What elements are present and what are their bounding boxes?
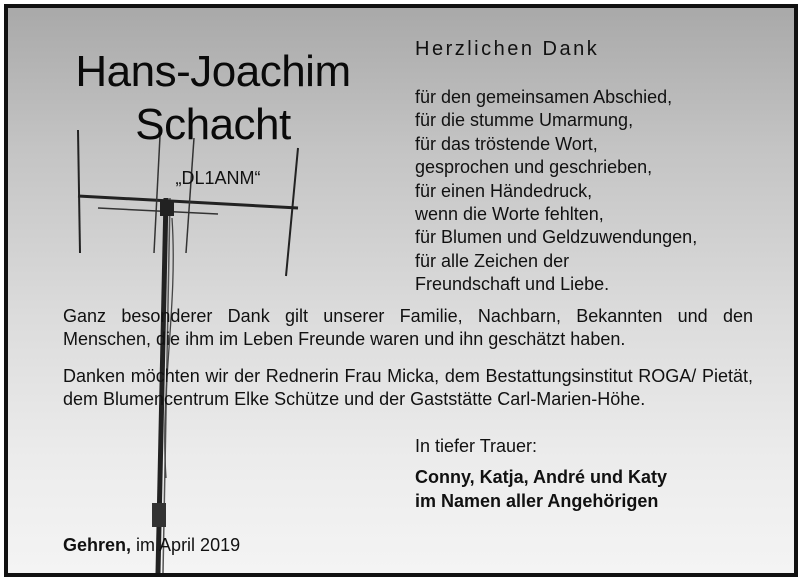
antenna-boom-lower — [98, 208, 218, 214]
thanks-line: gesprochen und geschrieben, — [415, 157, 653, 178]
antenna-element-4 — [286, 148, 298, 276]
antenna-clamp — [160, 200, 174, 216]
thanks-title: Herzlichen Dank — [415, 38, 600, 60]
signatories-relatives: im Namen aller Angehörigen — [415, 491, 659, 511]
place-date — [63, 535, 240, 556]
thanks-line: wenn die Worte fehlten, — [415, 203, 604, 224]
place: Gehren, — [63, 535, 132, 555]
deceased-name-last: Schacht — [135, 100, 291, 149]
antenna-boom — [78, 196, 298, 208]
thanks-line: für einen Händedruck, — [415, 180, 593, 201]
antenna-element-2 — [154, 136, 160, 253]
signatories — [415, 465, 667, 513]
date: im April 2019 — [136, 535, 241, 555]
family-thanks-paragraph: Ganz besonderer Dank gilt unserer Familie, Nachbarn, Bekannten und den Menschen, die ihm im Leben Freunde waren und ihn geschätzt haben. — [63, 306, 753, 349]
deceased-name-first: Hans-Joachim — [75, 47, 351, 96]
services-thanks-paragraph: Danken möchten wir der Rednerin Frau Micka, dem Bestattungsinstitut ROGA/ Pietät, dem Blumencentrum Elke Schütze und der Gaststätte Carl-Marien-Höhe. — [63, 366, 753, 409]
mourning-label: In tiefer Trauer: — [415, 436, 538, 456]
obituary-card — [4, 4, 798, 577]
thanks-line: für alle Zeichen der — [415, 250, 570, 271]
thanks-list — [415, 86, 697, 297]
callsign: „DL1ANM“ — [175, 168, 261, 188]
antenna-clamp-lower — [152, 503, 166, 527]
thanks-line: für den gemeinsamen Abschied, — [415, 87, 673, 107]
thanks-line: für das tröstende Wort, — [415, 133, 598, 154]
antenna-element-3 — [186, 138, 194, 253]
signatories-names: Conny, Katja, André und Katy — [415, 467, 668, 487]
thanks-line: Freundschaft und Liebe. — [415, 274, 610, 295]
thanks-line: für die stumme Umarmung, — [415, 110, 634, 131]
thanks-line: für Blumen und Geldzuwendungen, — [415, 227, 698, 248]
